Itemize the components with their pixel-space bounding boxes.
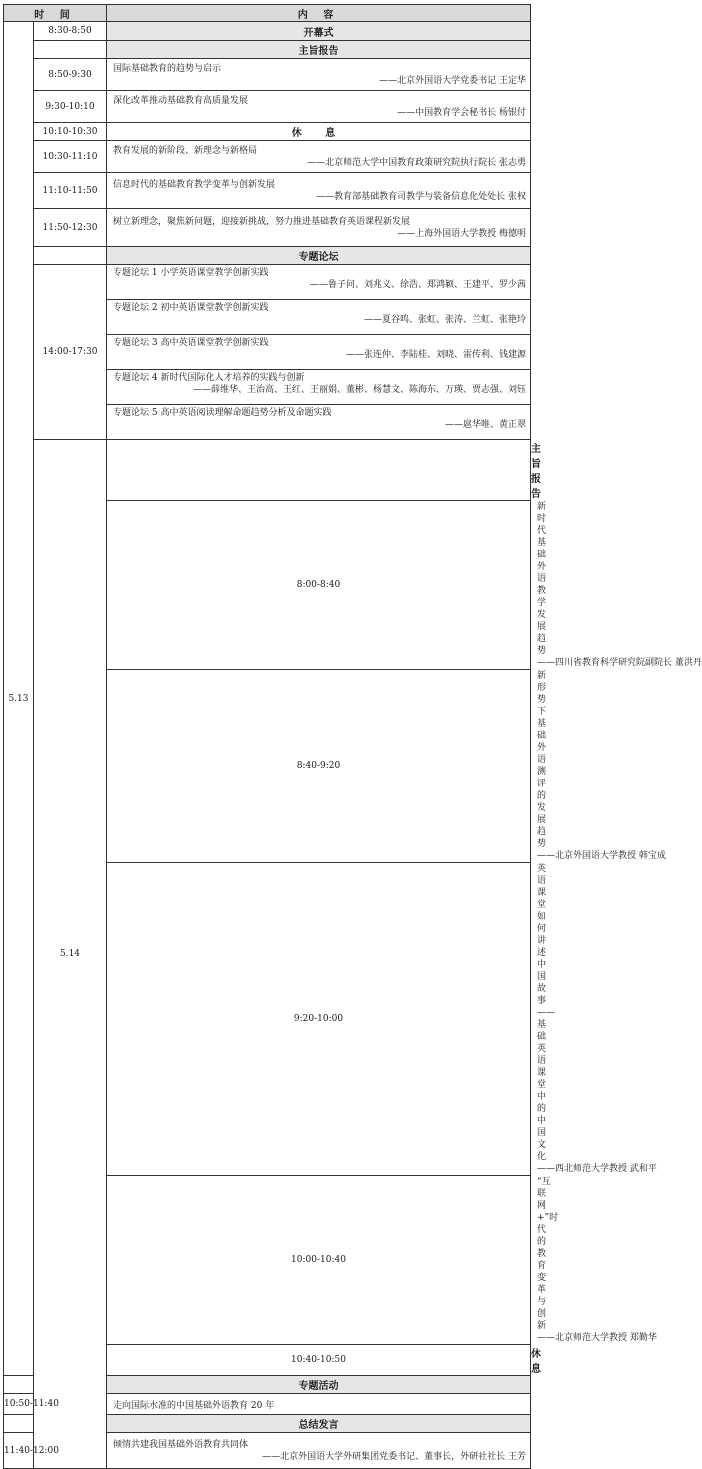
time-slot: 11:40-12:00 <box>4 1433 34 1469</box>
time-slot: 10:40-10:50 <box>107 1345 531 1376</box>
forum-speakers: ——扈华唯、黄正翠 <box>445 420 527 430</box>
talk-cell <box>107 59 531 91</box>
time-slot: 9:30-10:10 <box>34 91 107 123</box>
talk-speaker: ——北京外国语大学教授 韩宝成 <box>537 851 666 861</box>
section-row: 5.14 主旨报告 <box>4 440 531 501</box>
forum-speakers: ——夏谷鸣、张虹、张涛、兰虹、张艳玲 <box>364 315 527 325</box>
talk-title: 教育发展的新阶段、新理念与新格局 <box>113 145 258 156</box>
talk-speaker: ——上海外国语大学教授 梅德明 <box>397 228 527 239</box>
time-slot: 8:50-9:30 <box>34 59 107 91</box>
opening-row <box>4 22 531 41</box>
talk-cell <box>107 91 531 123</box>
time-slot: 11:50-12:30 <box>34 209 107 247</box>
forum-speakers: ——薛维华、王治高、王红、王丽娟、董彬、杨慧文、陈海东、万瑛、贾志强、刘钰 <box>193 385 527 395</box>
talk-row <box>4 141 531 173</box>
empty-time-cell <box>34 247 107 265</box>
time-slot: 9:20-10:00 <box>107 863 531 1176</box>
talk-cell <box>107 141 531 173</box>
time-slot: 10:50-11:40 <box>4 1394 34 1415</box>
closing-label: 总结发言 <box>107 1415 531 1433</box>
break-label: 休 息 <box>107 123 531 141</box>
talk-speaker: ——四川省教育科学研究院副院长 董洪丹 <box>537 658 702 668</box>
forum-speakers: ——张连仲、李陆桂、刘晓、雷传利、钱建源 <box>346 350 527 360</box>
time-slot: 10:00-10:40 <box>107 1176 531 1345</box>
talk-speaker: ——教育部基础教育司教学与装备信息化处处长 张权 <box>316 191 527 202</box>
empty-time-cell <box>107 440 531 501</box>
forum-title: 专题论坛 5 高中英语阅读理解命题趋势分析及命题实践 <box>113 408 332 418</box>
empty-time-cell <box>4 1415 34 1433</box>
talk-row: 9:20-10:00 英语课堂如何讲述中国故事——基础英语课堂中的中国文化 ——西北师范大学教授 武和平 <box>4 863 531 1176</box>
talk-row <box>4 91 531 123</box>
talk-title: 深化改革推动基础教育高质量发展 <box>113 95 249 106</box>
talk-speaker: ——北京师范大学中国教育政策研究院执行院长 张志勇 <box>307 157 527 168</box>
talk-row: 10:00-10:40 “互联网+”时代的教育变革与创新 ——北京师范大学教授 郑勤华 <box>4 1176 531 1345</box>
talk-title: 树立新理念，聚焦新问题，迎接新挑战，努力推进基础教育英语课程新发展 <box>113 216 411 227</box>
talk-speaker: ——北京师范大学教授 郑勤华 <box>537 1333 657 1343</box>
keynote-label-day1: 主旨报告 <box>107 41 531 59</box>
break-row: 10:40-10:50 休 息 <box>4 1345 531 1376</box>
forum-item <box>107 300 530 335</box>
opening-label: 开幕式 <box>107 22 531 41</box>
date-day2: 5.14 <box>34 440 107 1469</box>
break-row <box>4 123 531 141</box>
section-row <box>4 41 531 59</box>
header-row <box>4 5 531 22</box>
special-activity-label: 专题活动 <box>107 1376 531 1394</box>
forum-list <box>107 265 531 440</box>
time-slot: 10:10-10:30 <box>34 123 107 141</box>
header-content: 内 容 <box>107 5 531 22</box>
forum-item <box>107 265 530 300</box>
date-day1: 5.13 <box>4 22 34 1376</box>
header-time: 时 间 <box>4 5 107 22</box>
forum-speakers: ——鲁子问、刘兆义、徐浩、郑鸿颖、王建平、罗少茜 <box>310 280 527 290</box>
forum-title: 专题论坛 4 新时代国际化人才培养的实践与创新 <box>113 373 305 383</box>
forum-row <box>4 265 531 440</box>
time-slot: 8:40-9:20 <box>107 670 531 863</box>
talk-row: 8:40-9:20 新形势下基础外语测评的发展趋势 ——北京外国语大学教授 韩宝成 <box>4 670 531 863</box>
forum-label: 专题论坛 <box>107 247 531 265</box>
forum-item <box>107 370 530 405</box>
talk-title: 倾情共建我国基础外语教育共同体 <box>113 1439 249 1450</box>
forum-title: 专题论坛 3 高中英语课堂教学创新实践 <box>113 338 269 348</box>
talk-speaker: ——北京外国语大学党委书记 王定华 <box>379 75 527 86</box>
time-slot: 10:30-11:10 <box>34 141 107 173</box>
time-slot: 14:00-17:30 <box>34 265 107 440</box>
talk-cell <box>107 1433 531 1469</box>
talk-title: 信息时代的基础教育教学变革与创新发展 <box>113 179 276 190</box>
talk-speaker: ——北京外国语大学外研集团党委书记、董事长，外研社社长 王芳 <box>262 1451 527 1462</box>
talk-row: 8:00-8:40 新时代基础外语教学发展趋势 ——四川省教育科学研究院副院长 董洪丹 <box>4 501 531 670</box>
talk-row <box>4 59 531 91</box>
empty-time-cell <box>34 41 107 59</box>
section-row <box>4 247 531 265</box>
forum-item <box>107 405 530 439</box>
empty-time-cell <box>4 1376 34 1394</box>
talk-title: 国际基础教育的趋势与启示 <box>113 63 222 74</box>
forum-item <box>107 335 530 370</box>
schedule-table <box>3 4 702 1469</box>
forum-title: 专题论坛 1 小学英语课堂教学创新实践 <box>113 268 269 278</box>
talk-speaker: ——西北师范大学教授 武和平 <box>537 1164 657 1174</box>
talk-cell <box>107 209 531 247</box>
talk-cell <box>107 173 531 209</box>
time-slot: 11:10-11:50 <box>34 173 107 209</box>
time-slot: 8:30-8:50 <box>34 22 107 41</box>
forum-title: 专题论坛 2 初中英语课堂教学创新实践 <box>113 303 269 313</box>
talk-row <box>4 209 531 247</box>
talk-speaker: ——中国教育学会秘书长 杨银付 <box>397 107 527 118</box>
time-slot: 8:00-8:40 <box>107 501 531 670</box>
special-activity-title: 走向国际水准的中国基础外语教育 20 年 <box>107 1394 531 1415</box>
talk-row <box>4 173 531 209</box>
